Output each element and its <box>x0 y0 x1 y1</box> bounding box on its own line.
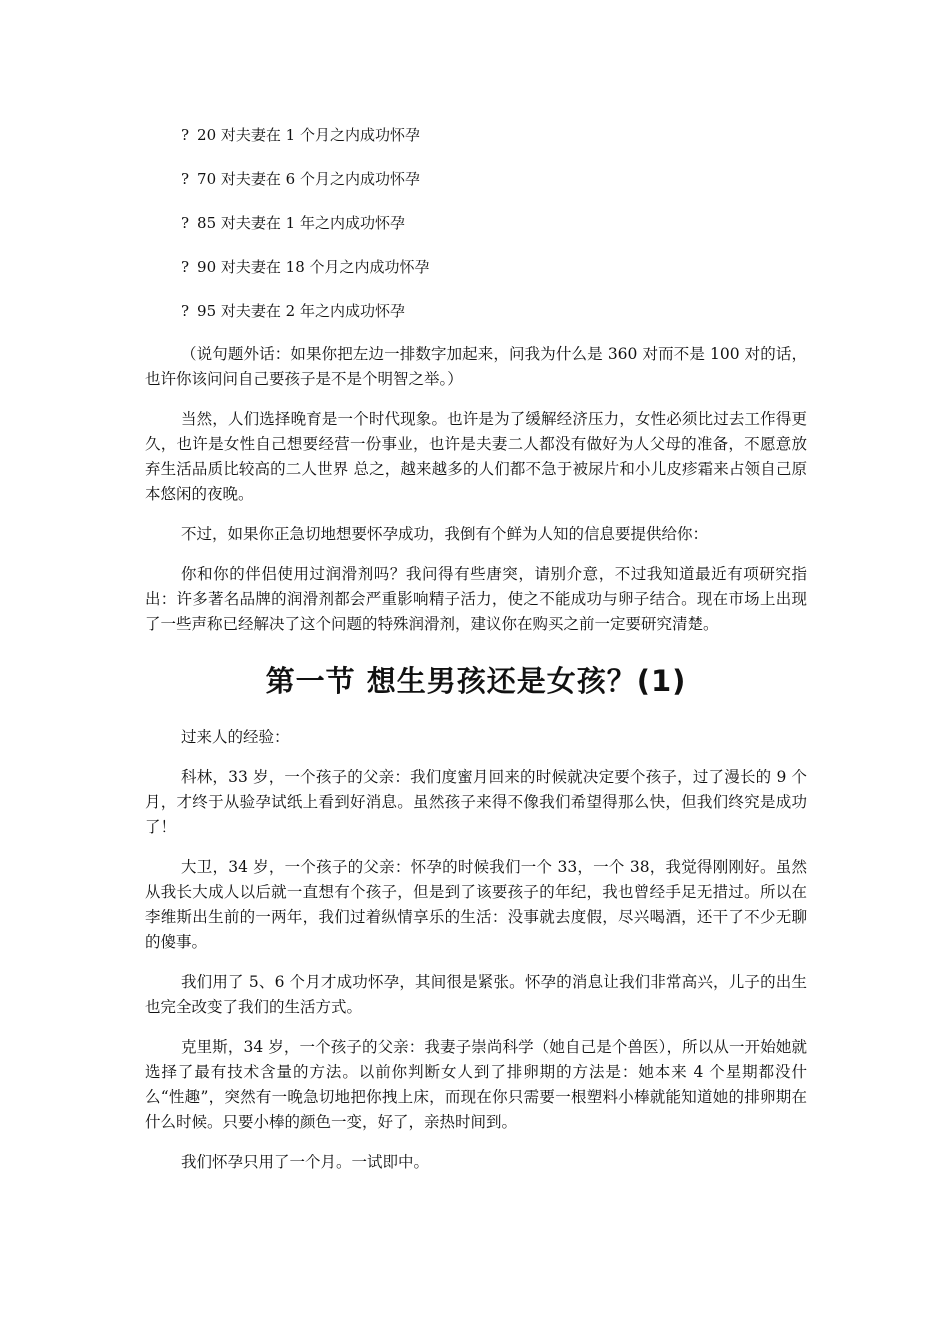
paragraph: 不过，如果你正急切地想要怀孕成功，我倒有个鲜为人知的信息要提供给你： <box>181 525 709 543</box>
bullet-text: 95 对夫妻在 2 年之内成功怀孕 <box>197 302 405 320</box>
bullet-text: 90 对夫妻在 18 个月之内成功怀孕 <box>197 258 430 276</box>
bullet-marker: ? <box>181 258 190 276</box>
paragraph: 大卫，34 岁，一个孩子的父亲：怀孕的时候我们一个 33，一个 38，我觉得刚刚好。虽然从我长大成人以后就一直想有个孩子，但是到了该要孩子的年纪，我也曾经手足无措过。所以在李维斯出生前的一两年，我们过着纵情享乐的生活：没事就去度假，尽兴喝酒，还干了不少无聊的傻事。 <box>145 858 807 951</box>
paragraph: （说句题外话：如果你把左边一排数字加起来，问我为什么是 360 对而不是 100 对的话，也许你该问问自己要孩子是不是个明智之举。） <box>145 345 807 388</box>
paragraph: 你和你的伴侣使用过润滑剂吗？我问得有些唐突，请别介意，不过我知道最近有项研究指出：许多著名品牌的润滑剂都会严重影响精子活力，使之不能成功与卵子结合。现在市场上出现了一些声称已经解决了这个问题的特殊润滑剂，建议你在购买之前一定要研究清楚。 <box>145 565 807 633</box>
bullet-marker: ? <box>181 214 190 232</box>
section-heading: 第一节 想生男孩还是女孩？(1) <box>265 664 687 698</box>
bullet-item <box>145 210 807 236</box>
bullet-item <box>145 122 807 148</box>
document-body <box>145 122 807 1190</box>
bullet-item <box>145 298 807 324</box>
bullet-text: 20 对夫妻在 1 个月之内成功怀孕 <box>197 126 420 144</box>
bullet-marker: ? <box>181 126 190 144</box>
paragraph: 克里斯，34 岁，一个孩子的父亲：我妻子崇尚科学（她自己是个兽医），所以从一开始她就选择了最有技术含量的方法。以前你判断女人到了排卵期的方法是：她本来 4 个星期都没什么“性趣”，突然有一晚急切地把你拽上床，而现在你只需要一根塑料小棒就能知道她的排卵期在什么时候。只要小棒的颜色一变，好了，亲热时间到。 <box>145 1038 807 1131</box>
bullet-text: 85 对夫妻在 1 年之内成功怀孕 <box>197 214 405 232</box>
bullet-marker: ? <box>181 302 190 320</box>
paragraph: 科林，33 岁，一个孩子的父亲：我们度蜜月回来的时候就决定要个孩子，过了漫长的 9 个月，才终于从验孕试纸上看到好消息。虽然孩子来得不像我们希望得那么快，但我们终究是成功了！ <box>145 768 807 836</box>
paragraph: 我们用了 5、6 个月才成功怀孕，其间很是紧张。怀孕的消息让我们非常高兴，儿子的出生也完全改变了我们的生活方式。 <box>145 973 807 1016</box>
paragraph: 我们怀孕只用了一个月。一试即中。 <box>181 1153 430 1171</box>
paragraph: 当然，人们选择晚育是一个时代现象。也许是为了缓解经济压力，女性必须比过去工作得更久，也许是女性自己想要经营一份事业，也许是夫妻二人都没有做好为人父母的准备，不愿意放弃生活品质比较高的二人世界 总之，越来越多的人们都不急于被尿片和小儿皮疹霜来占领自己原本悠闲的夜晚。 <box>145 410 807 503</box>
bullet-marker: ? <box>181 170 190 188</box>
bullet-text: 70 对夫妻在 6 个月之内成功怀孕 <box>197 170 420 188</box>
bullet-item <box>145 166 807 192</box>
paragraph: 过来人的经验： <box>181 728 290 746</box>
bullet-item <box>145 254 807 280</box>
